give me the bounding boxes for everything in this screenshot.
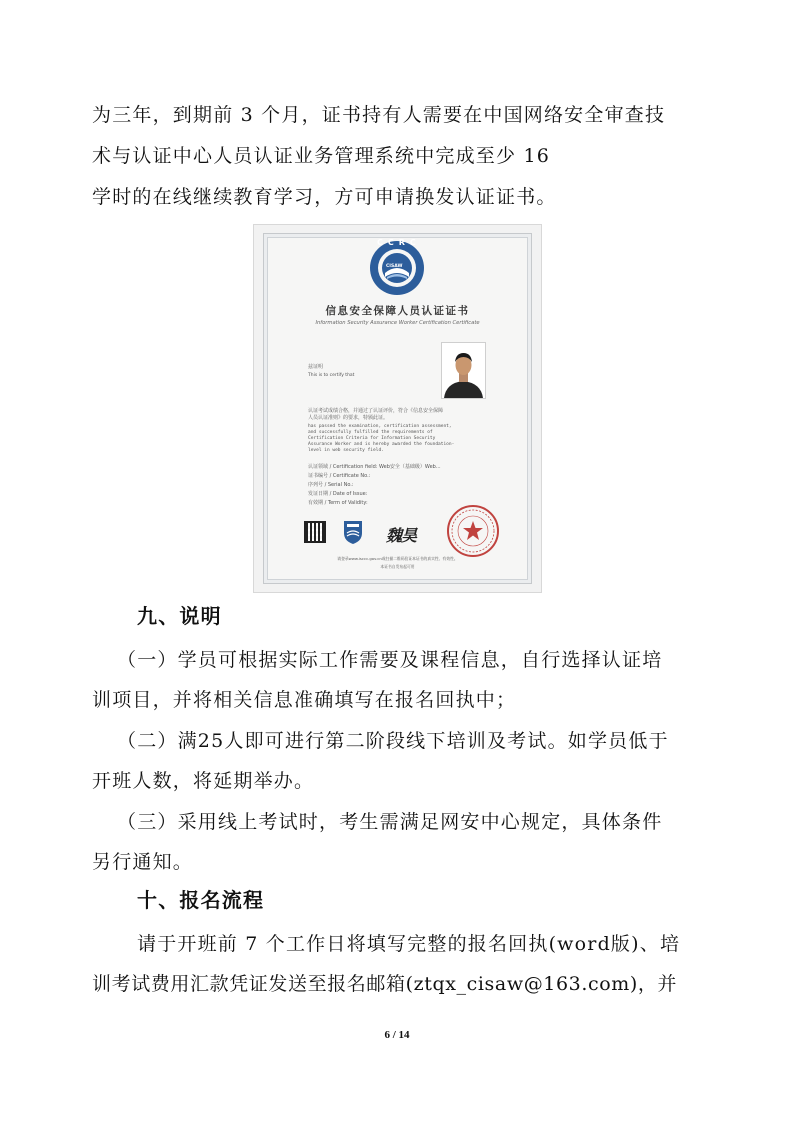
certificate-title: 信息安全保障人员认证证书 (325, 305, 470, 317)
body-line-1: 为三年，到期前 3 个月，证书持有人需要在中国网络安全审查技 (92, 104, 666, 126)
cert-body-en-3: Certification Criteria for Information Security (308, 436, 436, 441)
logo-text: CCRC (377, 238, 421, 247)
body-line-3: 学时的在线继续教育学习，方可申请换发认证证书。 (92, 186, 557, 208)
cert-body-cn-1: 认证考试成绩合格，并通过了认证评价，符合《信息安全保障 (308, 408, 444, 414)
ccac-badge-icon (342, 519, 364, 545)
cert-field-5: 有效期 / Term of Validity: (308, 500, 368, 506)
section-10-para-a: 请于开班前 7 个工作日将填写完整的报名回执(word版)、培 (137, 933, 681, 955)
section-10-heading: 十、报名流程 (137, 888, 265, 912)
section-9-item-1b: 训项目，并将相关信息准确填写在报名回执中； (92, 689, 517, 711)
cert-body-en-5: level in web security field. (308, 448, 384, 453)
section-9-item-3a: （三）采用线上考试时，考生需满足网安中心规定，具体条件 (117, 811, 663, 833)
section-9-item-2b: 开班人数，将延期举办。 (92, 770, 315, 792)
cert-body-cn-2: 人员认证准则》的要求，特颁此证。 (308, 415, 389, 421)
cert-body-en-2: and successfully fulfilled the requirements of (308, 430, 433, 435)
cert-body-en-1: has passed the examination, certification assessment, (308, 424, 452, 429)
certificate-image (254, 225, 541, 592)
section-10-para-b: 训考试费用汇款凭证发送至报名邮箱(ztqx_cisaw@163.com)，并 (92, 973, 678, 995)
cert-footer-1: 请登录www.isccc.gov.cn或扫描二维码验证本证书的真实性、有效性。 (337, 556, 458, 561)
cert-body-en-4: Assurance Worker and is hereby awarded the foundation- (308, 442, 455, 447)
body-line-2: 术与认证中心人员认证业务管理系统中完成至少 16 (92, 145, 551, 167)
cert-field-1: 认证领域 / Certification field: Web安全（基础级）Web... (308, 464, 441, 470)
red-seal-icon (446, 504, 500, 558)
logo-subtext: CISAW (386, 264, 403, 269)
section-9-item-1a: （一）学员可根据实际工作需要及课程信息，自行选择认证培 (117, 649, 663, 671)
section-9-item-2a: （二）满25人即可进行第二阶段线下培训及考试。如学员低于 (117, 730, 669, 752)
cert-field-2: 证书编号 / Certificate No.: (308, 473, 371, 479)
section-9-item-3b: 另行通知。 (92, 851, 194, 873)
signature: 魏昊 (386, 526, 417, 545)
qr-code-icon (304, 521, 326, 543)
cert-footer-2: 本证书自发布起可用 (380, 564, 415, 569)
certify-cn: 兹证明 (308, 364, 324, 370)
certificate-title-en: Information Security Assurance Worker Certification Certificate (315, 320, 480, 326)
cert-field-3: 序列号 / Serial No.: (308, 482, 354, 488)
page-number: 6 / 14 (384, 1029, 410, 1041)
portrait-photo (441, 342, 486, 399)
section-9-heading: 九、说明 (137, 604, 222, 628)
certify-en: This is to certify that (308, 373, 355, 378)
cert-field-4: 发证日期 / Date of Issue: (308, 491, 368, 497)
